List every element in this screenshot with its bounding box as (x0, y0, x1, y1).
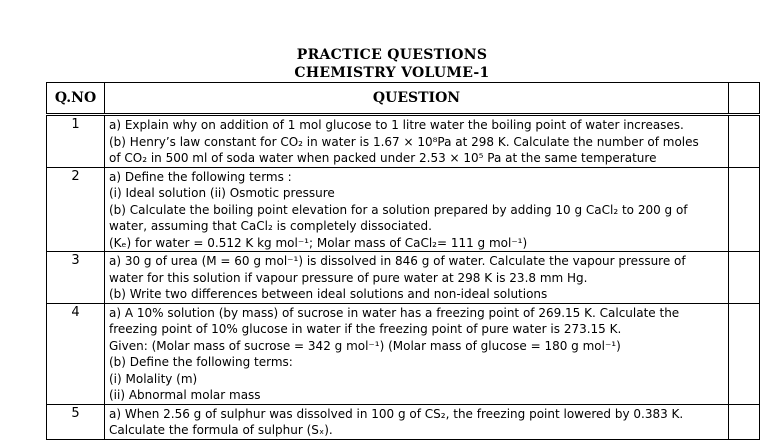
question-line: (b) Define the following terms: (109, 355, 293, 369)
question-number: 5 (47, 404, 105, 439)
question-line: of CO₂ in 500 ml of soda water when packed under 2.53 × 10⁵ Pa at the same temperature (109, 151, 657, 165)
question-line: a) When 2.56 g of sulphur was dissolved in 100 g of CS₂, the freezing point lowered by 0.383 K. (109, 406, 684, 421)
page-subtitle: CHEMISTRY VOLUME-1 (294, 65, 490, 81)
question-text (105, 167, 729, 252)
question-line: (Kₑ) for water = 0.512 K kg mol⁻¹; Molar mass of CaCl₂= 111 g mol⁻¹) (109, 235, 528, 250)
table-row (47, 167, 760, 252)
column-header-extra (729, 83, 760, 115)
question-line: (i) Molality (m) (109, 371, 198, 386)
question-number: 4 (47, 303, 105, 404)
column-header-question: QUESTION (105, 83, 729, 115)
question-line: freezing point of 10% glucose in water if the freezing point of pure water is 273.15 K. (109, 322, 622, 336)
extra-cell (729, 303, 760, 404)
extra-cell (729, 167, 760, 252)
question-line: Calculate the formula of sulphur (Sₓ). (109, 423, 333, 437)
question-line: a) Define the following terms : (109, 169, 292, 184)
question-line: water, assuming that CaCl₂ is completely dissociated. (109, 219, 432, 233)
question-line: a) 30 g of urea (M = 60 g mol⁻¹) is dissolved in 846 g of water. Calculate the vapour pressure of (109, 254, 686, 268)
page-title: PRACTICE QUESTIONS (296, 47, 488, 63)
question-line: water for this solution if vapour pressure of pure water at 298 K is 23.8 mm Hg. (109, 270, 588, 285)
column-header-number: Q.NO (47, 83, 105, 115)
question-line: (b) Calculate the boiling point elevation for a solution prepared by adding 10 g CaCl₂ to 200 g of (109, 202, 688, 217)
question-line: (b) Write two differences between ideal solutions and non-ideal solutions (109, 287, 548, 301)
question-line: a) Explain why on addition of 1 mol glucose to 1 litre water the boiling point of water increases. (109, 118, 684, 132)
question-number: 3 (47, 252, 105, 304)
question-line: (ii) Abnormal molar mass (109, 388, 261, 402)
question-number: 2 (47, 167, 105, 252)
extra-cell (729, 252, 760, 304)
extra-cell (729, 404, 760, 439)
question-text (105, 404, 729, 439)
question-text (105, 115, 729, 168)
question-line: a) A 10% solution (by mass) of sucrose in water has a freezing point of 269.15 K. Calculate the (109, 305, 680, 320)
question-number: 1 (47, 115, 105, 168)
questions-table (46, 82, 760, 440)
table-row (47, 303, 760, 404)
extra-cell (729, 115, 760, 168)
question-text (105, 303, 729, 404)
question-line: Given: (Molar mass of sucrose = 342 g mol⁻¹) (Molar mass of glucose = 180 g mol⁻¹) (109, 338, 621, 353)
table-row (47, 115, 760, 168)
question-text (105, 252, 729, 304)
table-row (47, 404, 760, 439)
question-line: (i) Ideal solution (ii) Osmotic pressure (109, 186, 335, 200)
table-header-row (47, 83, 760, 115)
table-row (47, 252, 760, 304)
question-line: (b) Henry’s law constant for CO₂ in water is 1.67 × 10⁸Pa at 298 K. Calculate the number of moles (109, 134, 699, 149)
